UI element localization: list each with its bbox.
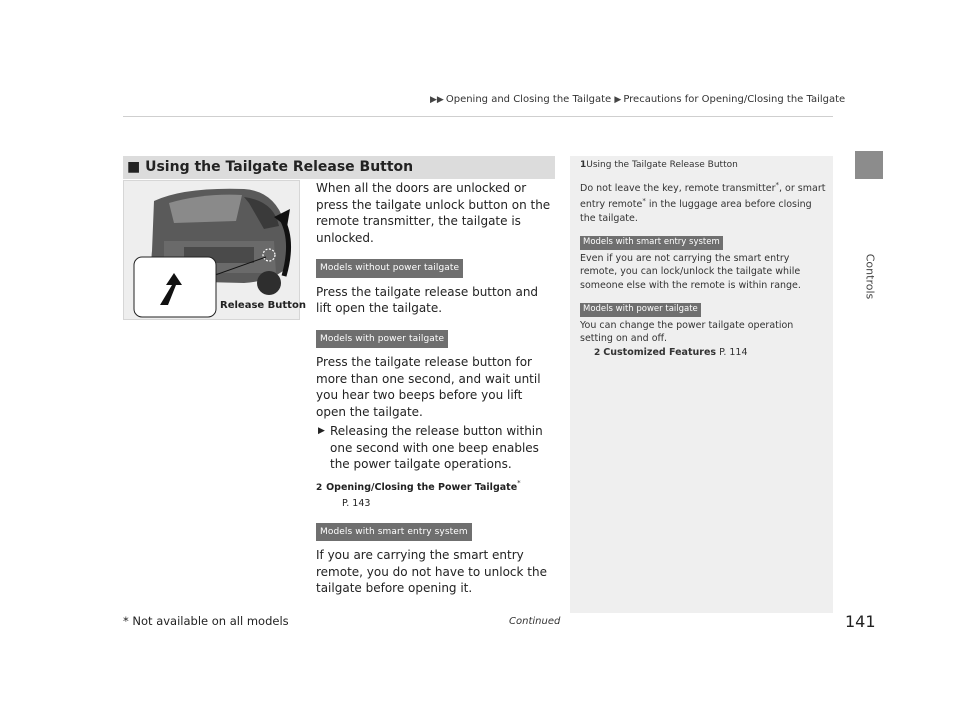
tailgate-figure xyxy=(123,180,300,320)
page-number: 141 xyxy=(845,612,876,631)
main-text xyxy=(316,180,556,600)
arrow-icon: ▶ xyxy=(614,95,622,105)
asterisk-icon: * xyxy=(517,478,521,487)
paragraph: Press the tailgate release button for more than one second, and wait until you hear two beeps before you lift open the tailgate. xyxy=(316,355,541,419)
breadcrumb xyxy=(430,94,845,105)
double-arrow-icon: ▶▶ xyxy=(430,95,444,105)
sidebar-title-text: Using the Tailgate Release Button xyxy=(586,160,738,170)
chapter-tab-label[interactable]: Controls xyxy=(863,253,877,300)
header-rule xyxy=(123,116,833,117)
reference-page[interactable]: P. 114 xyxy=(719,346,748,358)
sidebar-paragraph: You can change the power tailgate operation setting on and off. xyxy=(580,319,794,345)
reference-link[interactable]: Opening/Closing the Power Tailgate xyxy=(326,481,518,493)
cross-reference[interactable] xyxy=(316,475,556,497)
models-badge: Models with power tailgate xyxy=(580,303,701,317)
release-button-label: Release Button xyxy=(220,300,306,311)
reference-icon: 2 xyxy=(594,347,601,358)
sub-note-text: Releasing the release button within one second with one beep enables the power tailgate operations. xyxy=(330,424,543,471)
paragraph: When all the doors are unlocked or press the tailgate unlock button on the remote transmitter, the tailgate is unlocked. xyxy=(316,181,551,245)
sub-note xyxy=(316,423,556,473)
reference-page[interactable]: P. 143 xyxy=(342,498,371,509)
chapter-tab-marker xyxy=(855,151,883,179)
breadcrumb-part1[interactable]: Opening and Closing the Tailgate xyxy=(445,94,612,105)
asterisk-icon: * xyxy=(642,197,646,206)
text: in the luggage area before closing the tailgate. xyxy=(580,199,812,224)
note-number-icon: 1 xyxy=(580,160,587,170)
models-badge: Models with smart entry system xyxy=(580,236,723,250)
text: , or smart entry remote xyxy=(580,182,826,211)
section-heading xyxy=(123,156,555,179)
square-bullet-icon: ■ xyxy=(127,159,141,175)
models-badge: Models with smart entry system xyxy=(316,523,472,542)
sidebar-paragraph xyxy=(580,179,826,226)
reference-link[interactable]: Customized Features xyxy=(603,346,717,358)
asterisk-icon: * xyxy=(775,180,780,189)
cross-reference[interactable] xyxy=(580,346,826,361)
reference-icon: 2 xyxy=(316,482,323,493)
text: Do not leave the key, remote transmitter xyxy=(580,182,776,194)
sidebar-notes xyxy=(570,156,833,613)
footnote: * Not available on all models xyxy=(123,614,289,628)
sidebar-title xyxy=(580,159,826,173)
section-title: Using the Tailgate Release Button xyxy=(145,159,414,175)
sidebar-paragraph: Even if you are not carrying the smart entry remote, you can lock/unlock the tailgate while someone else with the remote is within range. xyxy=(580,252,801,291)
paragraph: If you are carrying the smart entry remote, you do not have to unlock the tailgate before opening it. xyxy=(316,548,547,595)
models-badge: Models with power tailgate xyxy=(316,330,448,349)
arrow-icon: ▶ xyxy=(318,426,325,436)
continued-label: Continued xyxy=(509,616,561,627)
car-rear-illustration xyxy=(124,181,299,319)
paragraph: Press the tailgate release button and lift open the tailgate. xyxy=(316,284,539,315)
models-badge: Models without power tailgate xyxy=(316,259,463,278)
breadcrumb-part2[interactable]: Precautions for Opening/Closing the Tailgate xyxy=(623,94,846,105)
